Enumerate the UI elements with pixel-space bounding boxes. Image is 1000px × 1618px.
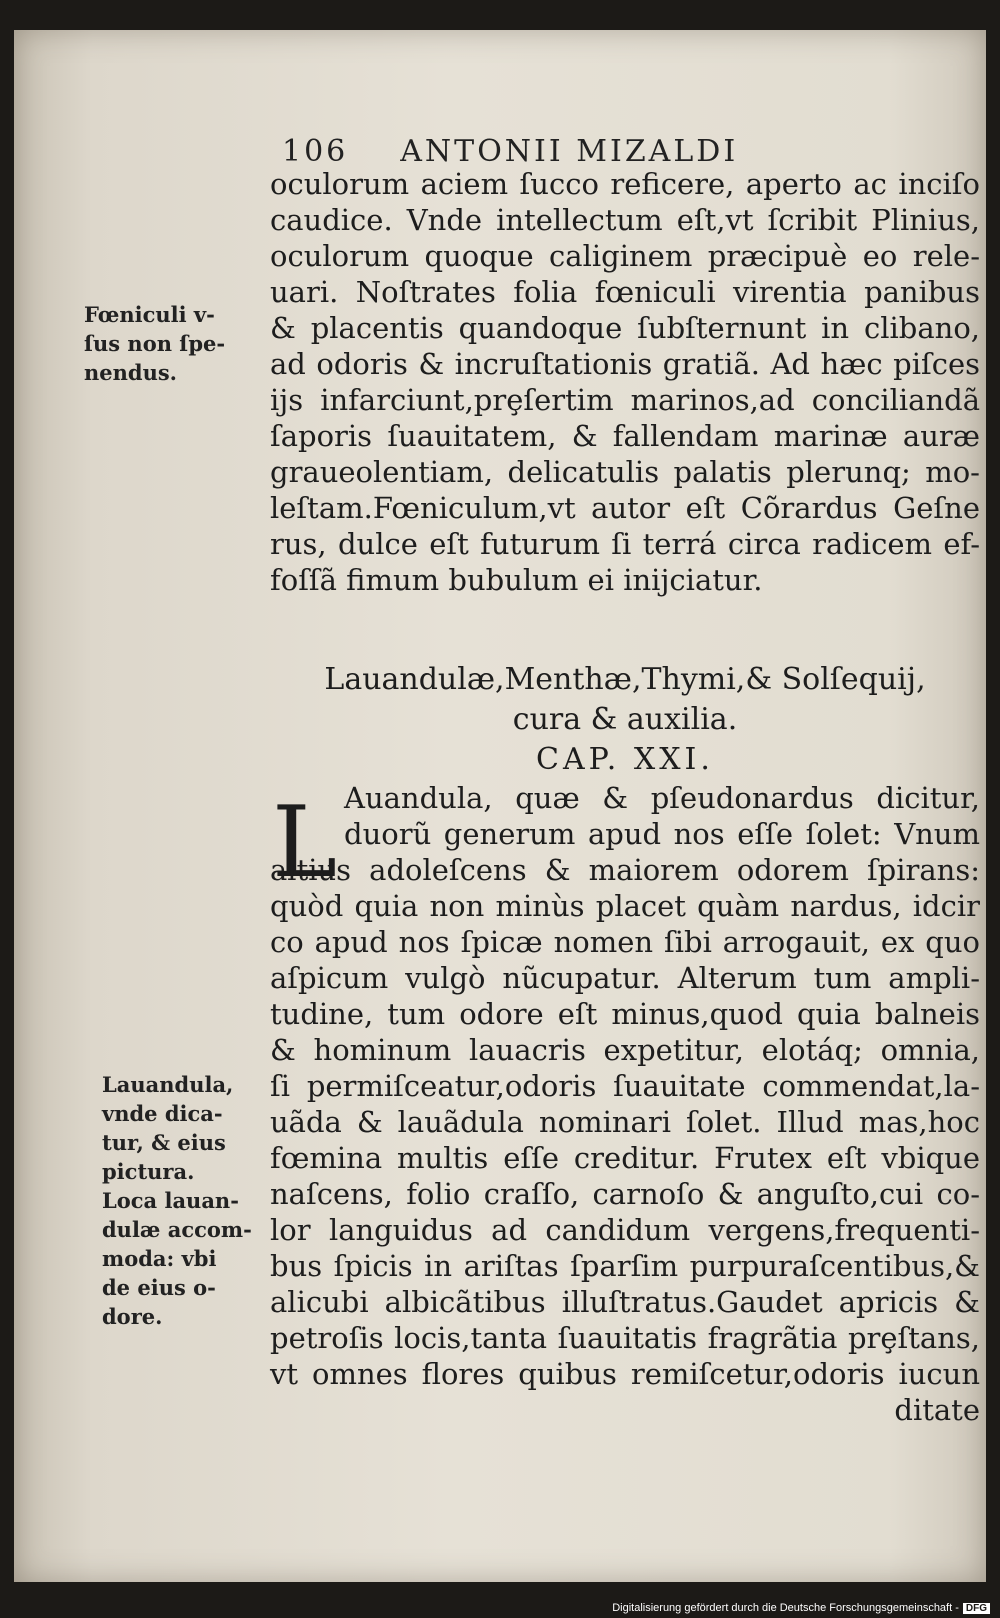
digitization-credit — [612, 1602, 990, 1614]
text-line: ijs infarciunt,prȩſertim marinos,ad conciliandã — [270, 383, 980, 417]
text-line: & placentis quandoque ſubſternunt in clibano, — [270, 311, 980, 345]
text-line: caudice. Vnde intellectum eſt,vt ſcribit Plinius, — [270, 203, 980, 237]
text-line: fœmina multis eſſe creditur. Frutex eſt vbique — [270, 1141, 980, 1175]
text-line: lor languidus ad candidum vergens,frequenti- — [270, 1213, 980, 1247]
paragraph-2 — [270, 852, 980, 1428]
initial-letter: L — [272, 786, 338, 900]
text-line: oculorum aciem ſucco reficere, aperto ac inciſo — [270, 167, 980, 201]
text-line: ad odoris & incruſtationis gratiã. Ad hæc piſces — [270, 347, 980, 381]
text-line: uari. Noſtrates folia fœniculi virentia panibus — [270, 275, 980, 309]
margin-note-line: Loca lauan- — [102, 1188, 239, 1213]
text-line: uãda & lauãdula nominari ſolet. Illud mas,hoc — [270, 1105, 980, 1139]
text-line: foſſã fimum bubulum ei inijciatur. — [270, 563, 763, 597]
text-line: vt omnes flores quibus remiſcetur,odoris iucun — [270, 1357, 980, 1391]
text-line: aſpicum vulgò nũcupatur. Alterum tum ampli- — [270, 961, 980, 995]
catchword: ditate — [894, 1393, 980, 1427]
text-line: leſtam.Fœniculum,vt autor eſt Cõrardus Geſne — [270, 491, 980, 525]
margin-note-line: ſus non ſpe- — [84, 331, 226, 356]
paragraph-2-first-lines — [344, 780, 980, 852]
text-line: rus, dulce eſt futurum ſi terrá circa radicem ef- — [270, 527, 980, 561]
credit-text: Digitalisierung gefördert durch die Deutsche Forschungsgemeinschaft - — [612, 1602, 959, 1614]
dfg-logo: DFG — [963, 1603, 990, 1614]
text-line: ſaporis ſuauitatem, & fallendam marinæ auræ — [270, 419, 980, 453]
chapter-title-line-1: Lauandulæ,Menthæ,Thymi,& Solſequij, — [324, 662, 926, 697]
text-line: oculorum quoque caliginem præcipuè eo rele- — [270, 239, 980, 273]
margin-note-line: pictura. — [102, 1159, 195, 1184]
text-line: petroſis locis,tanta ſuauitatis fragrãtia prȩſtans, — [270, 1321, 980, 1355]
text-line: graueolentiam, delicatulis palatis plerunq; mo- — [270, 455, 980, 489]
margin-note-line: tur, & eius — [102, 1130, 226, 1155]
text-line: tudine, tum odore eſt minus,quod quia balneis — [270, 997, 980, 1031]
text-line: duorũ generum apud nos eſſe ſolet: Vnum — [344, 817, 980, 851]
margin-note-line: Lauandula, — [102, 1072, 234, 1097]
text-line: & hominum lauacris expetitur, elotáq; omnia, — [270, 1033, 980, 1067]
text-line: Auandula, quæ & pſeudonardus dicitur, — [344, 781, 980, 815]
margin-note-1 — [84, 300, 225, 387]
margin-note-line: Fœniculi v- — [84, 302, 215, 327]
text-line: alicubi albicãtibus illuſtratus.Gaudet apricis & — [270, 1285, 980, 1319]
margin-note-line: moda: vbi — [102, 1246, 217, 1271]
text-line: bus ſpicis in ariſtas ſparſim purpuraſcentibus,& — [270, 1249, 980, 1283]
page-number: 106 — [282, 134, 349, 169]
running-title: ANTONII MIZALDI — [400, 134, 739, 169]
text-line: ſi permiſceatur,odoris ſuauitate commendat,la- — [270, 1069, 980, 1103]
text-line: co apud nos ſpicæ nomen ſibi arrogauit, ex quo — [270, 925, 980, 959]
margin-note-line: de eius o- — [102, 1275, 216, 1300]
text-line: quòd quia non minùs placet quàm nardus, idcir — [270, 889, 980, 923]
margin-note-line: nendus. — [84, 360, 177, 385]
margin-note-line: dore. — [102, 1304, 163, 1329]
margin-note-2 — [102, 1070, 252, 1331]
text-line: naſcens, folio craſſo, carnoſo & anguſto,cui co- — [270, 1177, 980, 1211]
chapter-number: CAP. XXI. — [536, 742, 714, 777]
margin-note-line: dulæ accom- — [102, 1217, 252, 1242]
page-header — [282, 134, 872, 169]
chapter-title-line-2: cura & auxilia. — [512, 702, 738, 737]
margin-note-line: vnde dica- — [102, 1101, 223, 1126]
text-line: altius adoleſcens & maiorem odorem ſpirans: — [270, 853, 980, 887]
book-page — [14, 30, 986, 1582]
paragraph-1 — [270, 166, 980, 598]
